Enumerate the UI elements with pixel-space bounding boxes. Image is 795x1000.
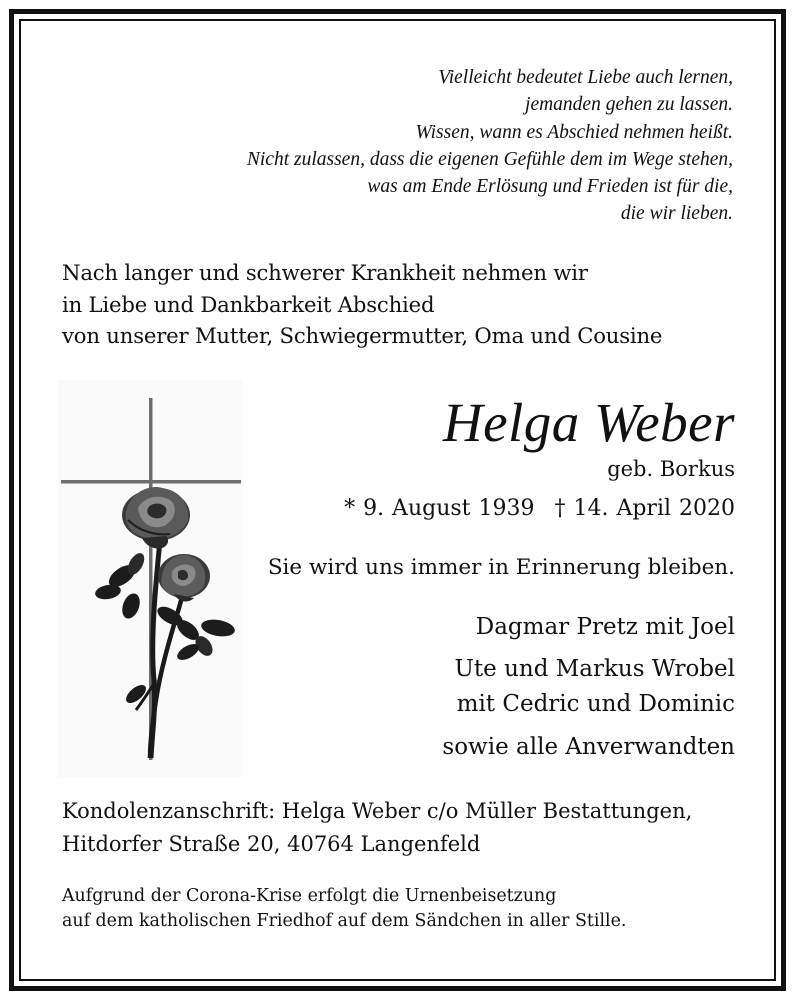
note-line: Aufgrund der Corona-Krise erfolgt die Urnenbeisetzung: [62, 886, 557, 906]
intro-line: von unserer Mutter, Schwiegermutter, Oma und Cousine: [62, 323, 663, 348]
poem-line: Vielleicht bedeutet Liebe auch lernen,: [438, 67, 733, 88]
signature-line: sowie alle Anverwandten: [442, 734, 735, 760]
birth-name: geb. Borkus: [607, 457, 735, 481]
signature-line: Ute und Markus Wrobel: [454, 656, 735, 682]
signature-line: mit Cedric und Dominic: [456, 691, 735, 717]
intro-line: in Liebe und Dankbarkeit Abschied: [62, 291, 435, 317]
condolence-address: [62, 795, 692, 860]
life-dates: [344, 496, 735, 521]
poem-line: die wir lieben.: [620, 203, 733, 225]
poem: [247, 64, 733, 228]
address-line: Kondolenzanschrift: Helga Weber c/o Müller Bestattungen,: [62, 799, 693, 823]
poem-line: was am Ende Erlösung und Frieden ist für die,: [367, 176, 733, 198]
burial-note: [62, 884, 626, 934]
intro-text: [62, 257, 662, 352]
poem-line: Wissen, wann es Abschied nehmen heißt.: [415, 121, 733, 143]
cross-with-roses-icon: [58, 380, 242, 777]
signature-line: Dagmar Pretz mit Joel: [475, 614, 735, 640]
deceased-name: Helga Weber: [442, 392, 735, 453]
poem-line: Nicht zulassen, dass die eigenen Gefühle dem im Wege stehen,: [246, 148, 733, 170]
poem-line: jemanden gehen zu lassen.: [525, 94, 733, 116]
address-line: Hitdorfer Straße 20, 40764 Langenfeld: [62, 831, 481, 856]
intro-line: Nach langer und schwerer Krankheit nehmen wir: [62, 260, 588, 285]
memory-line: Sie wird uns immer in Erinnerung bleiben.: [267, 555, 735, 580]
death-date: † 14. April 2020: [554, 496, 735, 521]
birth-date: * 9. August 1939: [344, 496, 535, 521]
note-line: auf dem katholischen Friedhof auf dem Sändchen in aller Stille.: [62, 911, 627, 931]
